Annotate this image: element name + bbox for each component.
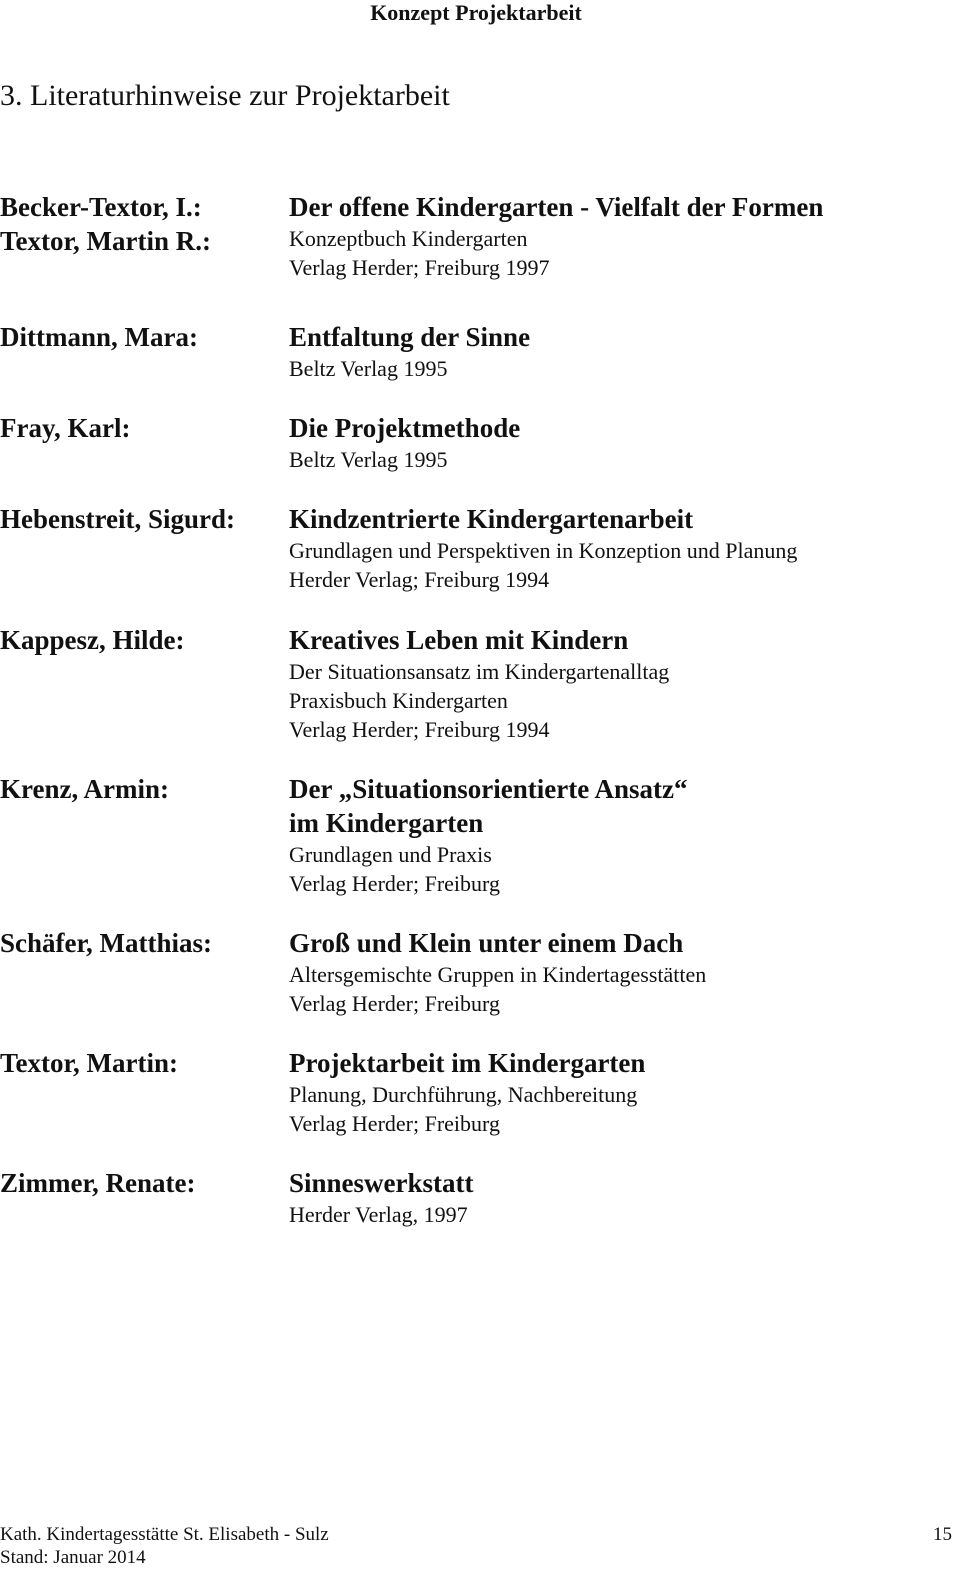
author-line: Textor, Martin: — [0, 1048, 178, 1078]
author-line: Schäfer, Matthias: — [0, 928, 212, 958]
footer — [0, 1523, 329, 1569]
entry-author — [0, 502, 235, 536]
entry-author — [0, 1046, 178, 1080]
entry-book — [289, 772, 687, 898]
book-title: Der „Situationsorientierte Ansatz“ — [289, 774, 688, 804]
book-detail: Der Situationsansatz im Kindergartenalltag — [289, 659, 670, 684]
book-detail: Verlag Herder; Freiburg 1997 — [289, 255, 550, 280]
author-line: Dittmann, Mara: — [0, 322, 198, 352]
entry-author — [0, 190, 211, 258]
book-detail: Planung, Durchführung, Nachbereitung — [289, 1082, 638, 1107]
book-title: im Kindergarten — [289, 808, 484, 838]
author-line: Krenz, Armin: — [0, 774, 169, 804]
entry-book — [289, 502, 797, 594]
footer-date: Stand: Januar 2014 — [0, 1547, 146, 1568]
entry-book — [289, 926, 706, 1018]
book-detail: Verlag Herder; Freiburg 1994 — [289, 717, 550, 742]
book-title: Entfaltung der Sinne — [289, 322, 531, 352]
entry-book — [289, 320, 530, 383]
book-detail: Beltz Verlag 1995 — [289, 356, 448, 381]
author-line: Kappesz, Hilde: — [0, 625, 185, 655]
book-title: Projektarbeit im Kindergarten — [289, 1048, 646, 1078]
entry-book — [289, 411, 520, 474]
book-detail: Verlag Herder; Freiburg — [289, 991, 500, 1016]
footer-organization: Kath. Kindertagesstätte St. Elisabeth - Sulz — [0, 1524, 329, 1545]
page-number: 15 — [933, 1524, 952, 1545]
author-line: Hebenstreit, Sigurd: — [0, 504, 235, 534]
book-title: Kreatives Leben mit Kindern — [289, 625, 629, 655]
book-title: Der offene Kindergarten - Vielfalt der Formen — [289, 192, 824, 222]
entry-author — [0, 1166, 195, 1200]
section-heading: 3. Literaturhinweise zur Projektarbeit — [0, 79, 450, 112]
author-line: Fray, Karl: — [0, 413, 131, 443]
book-detail: Grundlagen und Praxis — [289, 842, 492, 867]
book-detail: Praxisbuch Kindergarten — [289, 688, 508, 713]
book-detail: Konzeptbuch Kindergarten — [289, 226, 528, 251]
entry-author — [0, 926, 212, 960]
entry-book — [289, 1166, 474, 1229]
entry-author — [0, 320, 198, 354]
running-header: Konzept Projektarbeit — [370, 0, 582, 25]
book-title: Sinneswerkstatt — [289, 1168, 474, 1198]
book-detail: Grundlagen und Perspektiven in Konzeption und Planung — [289, 538, 798, 563]
entry-book — [289, 1046, 645, 1138]
author-line: Textor, Martin R.: — [0, 226, 211, 256]
entry-book — [289, 190, 823, 282]
entry-author — [0, 411, 130, 445]
book-detail: Herder Verlag; Freiburg 1994 — [289, 567, 550, 592]
book-detail: Altersgemischte Gruppen in Kindertagesstätten — [289, 962, 707, 987]
book-title: Die Projektmethode — [289, 413, 521, 443]
entry-book — [289, 623, 669, 744]
entry-author — [0, 772, 169, 806]
book-detail: Verlag Herder; Freiburg — [289, 1111, 500, 1136]
book-title: Groß und Klein unter einem Dach — [289, 928, 684, 958]
author-line: Becker-Textor, I.: — [0, 192, 202, 222]
book-detail: Verlag Herder; Freiburg — [289, 871, 500, 896]
book-detail: Beltz Verlag 1995 — [289, 447, 448, 472]
book-detail: Herder Verlag, 1997 — [289, 1202, 468, 1227]
author-line: Zimmer, Renate: — [0, 1168, 196, 1198]
entry-author — [0, 623, 185, 657]
book-title: Kindzentrierte Kindergartenarbeit — [289, 504, 694, 534]
